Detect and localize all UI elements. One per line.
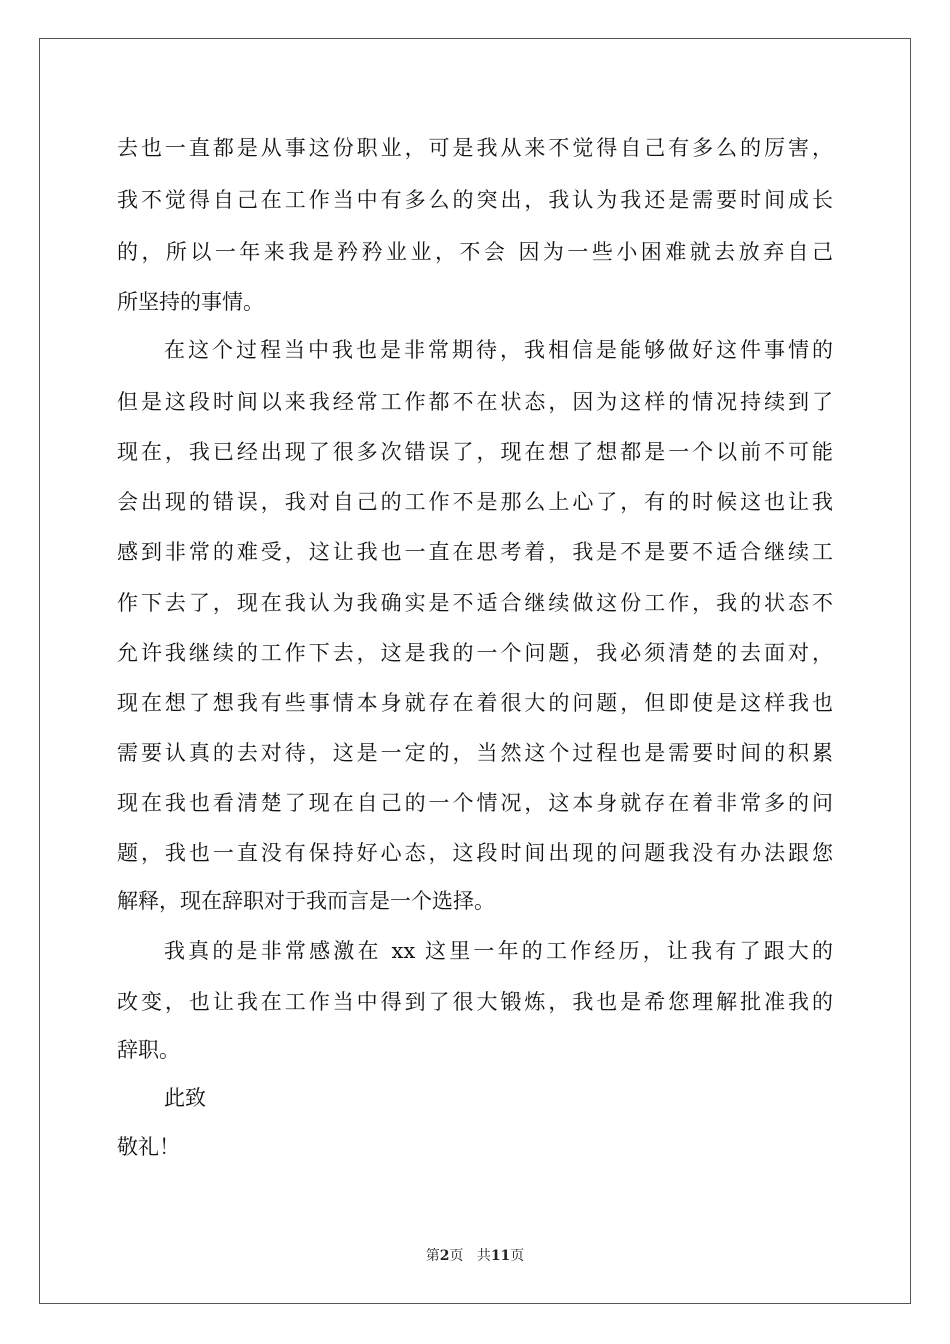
text-line: 在这个过程当中我也是非常期待，我相信是能够做好这件事情的 bbox=[164, 338, 833, 362]
text-line: 现在，我已经出现了很多次错误了，现在想了想都是一个以前不可能 bbox=[117, 440, 833, 464]
closing-salutation: 此致 bbox=[164, 1086, 206, 1110]
text-line: 现在想了想我有些事情本身就存在着很大的问题，但即使是这样我也 bbox=[117, 691, 833, 715]
text-line: 作下去了，现在我认为我确实是不适合继续做这份工作，我的状态不 bbox=[117, 591, 833, 615]
text-line: 我真的是非常感激在 xx 这里一年的工作经历，让我有了跟大的 bbox=[164, 939, 833, 963]
text-line: 需要认真的去对待，这是一定的，当然这个过程也是需要时间的积累 bbox=[117, 741, 833, 765]
text-line: 辞职。 bbox=[117, 1038, 180, 1062]
page-footer bbox=[0, 1247, 950, 1265]
page-border bbox=[39, 38, 911, 1304]
text-line: 所坚持的事情。 bbox=[117, 290, 264, 314]
total-pages: 11 bbox=[490, 1248, 511, 1264]
page-prefix: 第 bbox=[425, 1248, 440, 1264]
text-line: 但是这段时间以来我经常工作都不在状态，因为这样的情况持续到了 bbox=[117, 390, 833, 414]
closing-regards: 敬礼！ bbox=[117, 1135, 180, 1159]
text-line: 的，所以一年来我是矜矜业业，不会 因为一些小困难就去放弃自己 bbox=[117, 240, 833, 264]
text-line: 允许我继续的工作下去，这是我的一个问题，我必须清楚的去面对， bbox=[117, 641, 833, 665]
total-suffix: 页 bbox=[510, 1248, 525, 1264]
text-line: 去也一直都是从事这份职业，可是我从来不觉得自己有多么的厉害， bbox=[117, 136, 833, 160]
total-prefix: 共 bbox=[476, 1248, 491, 1264]
text-line: 会出现的错误，我对自己的工作不是那么上心了，有的时候这也让我 bbox=[117, 490, 833, 514]
page-number: 2 bbox=[439, 1248, 450, 1264]
text-line: 我不觉得自己在工作当中有多么的突出，我认为我还是需要时间成长 bbox=[117, 188, 833, 212]
text-line: 解释，现在辞职对于我而言是一个选择。 bbox=[117, 889, 495, 913]
text-line: 改变，也让我在工作当中得到了很大锻炼，我也是希您理解批准我的 bbox=[117, 990, 833, 1014]
text-line: 感到非常的难受，这让我也一直在思考着，我是不是要不适合继续工 bbox=[117, 540, 833, 564]
page-suffix: 页 bbox=[449, 1248, 464, 1264]
text-line: 题，我也一直没有保持好心态，这段时间出现的问题我没有办法跟您 bbox=[117, 841, 833, 865]
text-line: 现在我也看清楚了现在自己的一个情况，这本身就存在着非常多的问 bbox=[117, 791, 833, 815]
